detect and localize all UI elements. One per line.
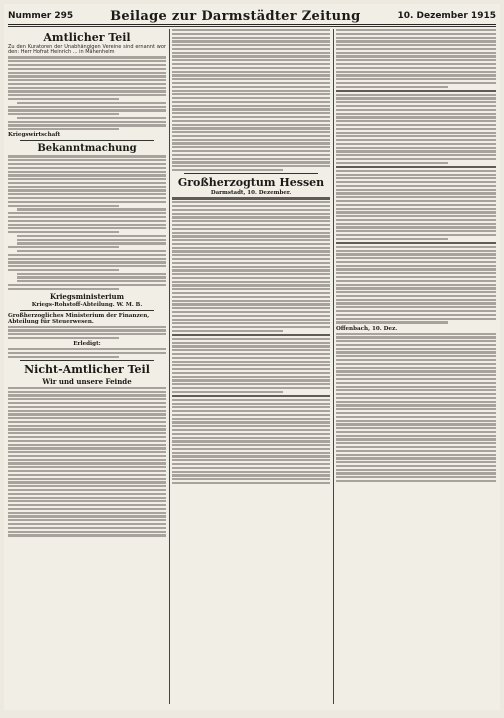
column-divider [333,29,334,704]
article-body [8,326,166,340]
article-body [172,197,330,484]
newspaper-page [4,4,500,710]
article-body [336,333,496,483]
article-body [336,29,496,324]
article-body [8,155,166,290]
article-body [8,56,166,130]
label-erledigt: Erledigt: [73,341,101,348]
column-middle [172,29,330,706]
label-kriegsministerium: Kriegsministerium [49,291,124,301]
section-heading-amtlicher: Amtlicher Teil [43,31,131,44]
issue-date: 10. Dezember 1915 [397,11,496,21]
column-right [336,29,496,706]
masthead [8,8,496,25]
newspaper-title: Beilage zur Darmstädter Zeitung [110,8,361,24]
article-title-feinde: Wir und unsere Feinde [42,376,132,386]
label-kriegsministerium-sub: Kriegs-Rohstoff-Abteilung. W. M. B. [31,301,143,308]
paragraph: Zu den Kuratoren der Unabhängigen Vereine sind ernannt worden: Herr Hofrat Heinrich ... in Mähenheim [8,44,166,56]
article-body [8,348,166,358]
column-divider [169,29,170,704]
section-heading-hessen: Großherzogtum Hessen [177,176,325,190]
column-left [8,29,166,706]
dateline-offenbach: Offenbach, 10. Dez. [336,325,398,332]
article-body [172,29,330,171]
section-heading-nichtamtlicher: Nicht-Amtlicher Teil [24,362,150,376]
issue-number: Nummer 295 [8,11,74,21]
label-finanzministerium: Großherzogliches Ministerium der Finanzen, Abteilung für Steuerwesen. [8,312,150,325]
section-heading-bekanntmachung: Bekanntmachung [37,143,137,155]
masthead-rule [8,26,496,27]
label-kriegswirtschaft: Kriegswirtschaft [8,132,61,139]
article-body [8,387,166,537]
dateline-darmstadt: Darmstadt, 10. Dezember. [210,190,292,197]
